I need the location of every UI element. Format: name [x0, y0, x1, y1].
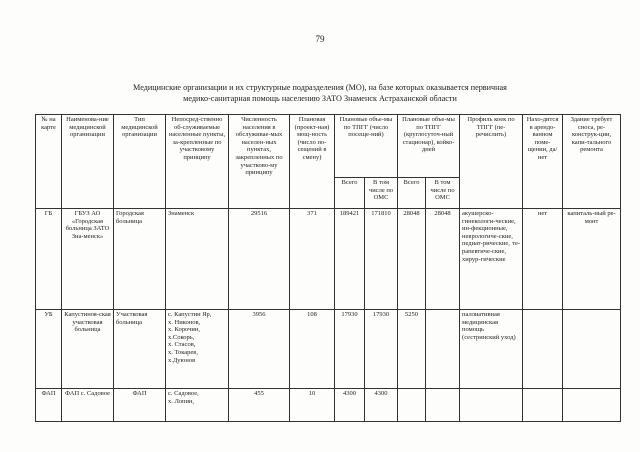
- header-repair: Здание требует сноса, ре-конструк-ции, капи-тального ремонта: [563, 115, 621, 209]
- table-row: [36, 389, 621, 422]
- cell-out-oms: 17930: [365, 310, 398, 389]
- cell-points: с. Капустин Яр, х. Никонов, х. Корочин, х.Сокорь, х. Стасов, х. Токарев, х.Дуюнов: [166, 310, 229, 389]
- cell-repair: капиталь-ный ре-монт: [563, 209, 621, 310]
- cell-in-total: 5250: [398, 310, 426, 389]
- header-capacity: Плановая (проект-ная) мощ-ность (число по-сещений в смену): [290, 115, 335, 209]
- cell-in-total: [398, 389, 426, 422]
- cell-in-oms: 28048: [426, 209, 460, 310]
- cell-name: ФАП с. Садовое: [62, 389, 114, 422]
- header-population: Численность населения в обслуживае-мых населен-ных пунктах, закрепленных по участково-му принципу: [229, 115, 290, 209]
- subheader-in-oms: В том числе по ОМС: [426, 178, 460, 209]
- cell-in-oms: [426, 310, 460, 389]
- cell-repair: [563, 310, 621, 389]
- cell-population: 29516: [229, 209, 290, 310]
- header-vol-inpatient: Плановые объе-мы по ТПГГ (круглосуточ-ный стационар), койко-дней: [398, 115, 460, 178]
- page-number: 79: [315, 34, 325, 44]
- cell-lease: [523, 310, 563, 389]
- document-title: [60, 82, 580, 104]
- header-points: Непосред-ственно об-служиваемые населенные пункты, за-крепленные по участковому принципу: [166, 115, 229, 209]
- cell-lease: нет: [523, 209, 563, 310]
- cell-points: с. Садовое, х. Лопин,: [166, 389, 229, 422]
- header-name: Наименова-ние медицинской организации: [62, 115, 114, 209]
- cell-name: Капустиноя-ская участковая больница: [62, 310, 114, 389]
- subheader-out-oms: В том числе по ОМС: [365, 178, 398, 209]
- cell-name: ГБУЗ АО «Городская больница ЗАТО Зна-менск»: [62, 209, 114, 310]
- cell-type: Городская больница: [114, 209, 166, 310]
- header-profile: Профиль коек по ТПГГ (пе-речислить): [460, 115, 523, 209]
- table-row: [36, 209, 621, 310]
- subheader-in-total: Всего: [398, 178, 426, 209]
- cell-type: ФАП: [114, 389, 166, 422]
- cell-capacity: 371: [290, 209, 335, 310]
- cell-in-oms: [426, 389, 460, 422]
- cell-out-total: 17930: [335, 310, 365, 389]
- title-line-2: медико-санитарная помощь населению ЗАТО Знаменск Астраханской области: [183, 94, 457, 103]
- cell-out-total: 4300: [335, 389, 365, 422]
- cell-lease: [523, 389, 563, 422]
- cell-type: Участковая больница: [114, 310, 166, 389]
- cell-profile: [460, 389, 523, 422]
- cell-repair: [563, 389, 621, 422]
- header-row: [36, 115, 621, 178]
- cell-profile: акушерско-гинекологи-ческие, ин-фекционные, неврологиче-ские, педиат-рические, те-рапевтиче-ские, хирур-гические: [460, 209, 523, 310]
- cell-out-oms: 171810: [365, 209, 398, 310]
- cell-points: Знаменск: [166, 209, 229, 310]
- header-type: Тип медицинской организации: [114, 115, 166, 209]
- header-num: № на карте: [36, 115, 62, 209]
- cell-profile: паллиативная медицинская помощь (сестринский уход): [460, 310, 523, 389]
- cell-capacity: 10: [290, 389, 335, 422]
- table-row: [36, 310, 621, 389]
- header-vol-outpatient: Плановые объе-мы по ТПГГ (число посеще-ний): [335, 115, 398, 178]
- cell-out-total: 189421: [335, 209, 365, 310]
- cell-in-total: 28048: [398, 209, 426, 310]
- cell-num: ГБ: [36, 209, 62, 310]
- cell-population: 3956: [229, 310, 290, 389]
- cell-num: УБ: [36, 310, 62, 389]
- header-lease: Нахо-дится в арендо-ванном поме-щении, да/нет: [523, 115, 563, 209]
- title-line-1: Медицинские организации и их структурные подразделения (МО), на базе которых оказывается первичная: [133, 83, 507, 92]
- cell-population: 455: [229, 389, 290, 422]
- facilities-table: [35, 114, 621, 422]
- cell-num: ФАП: [36, 389, 62, 422]
- cell-out-oms: 4300: [365, 389, 398, 422]
- subheader-out-total: Всего: [335, 178, 365, 209]
- cell-capacity: 108: [290, 310, 335, 389]
